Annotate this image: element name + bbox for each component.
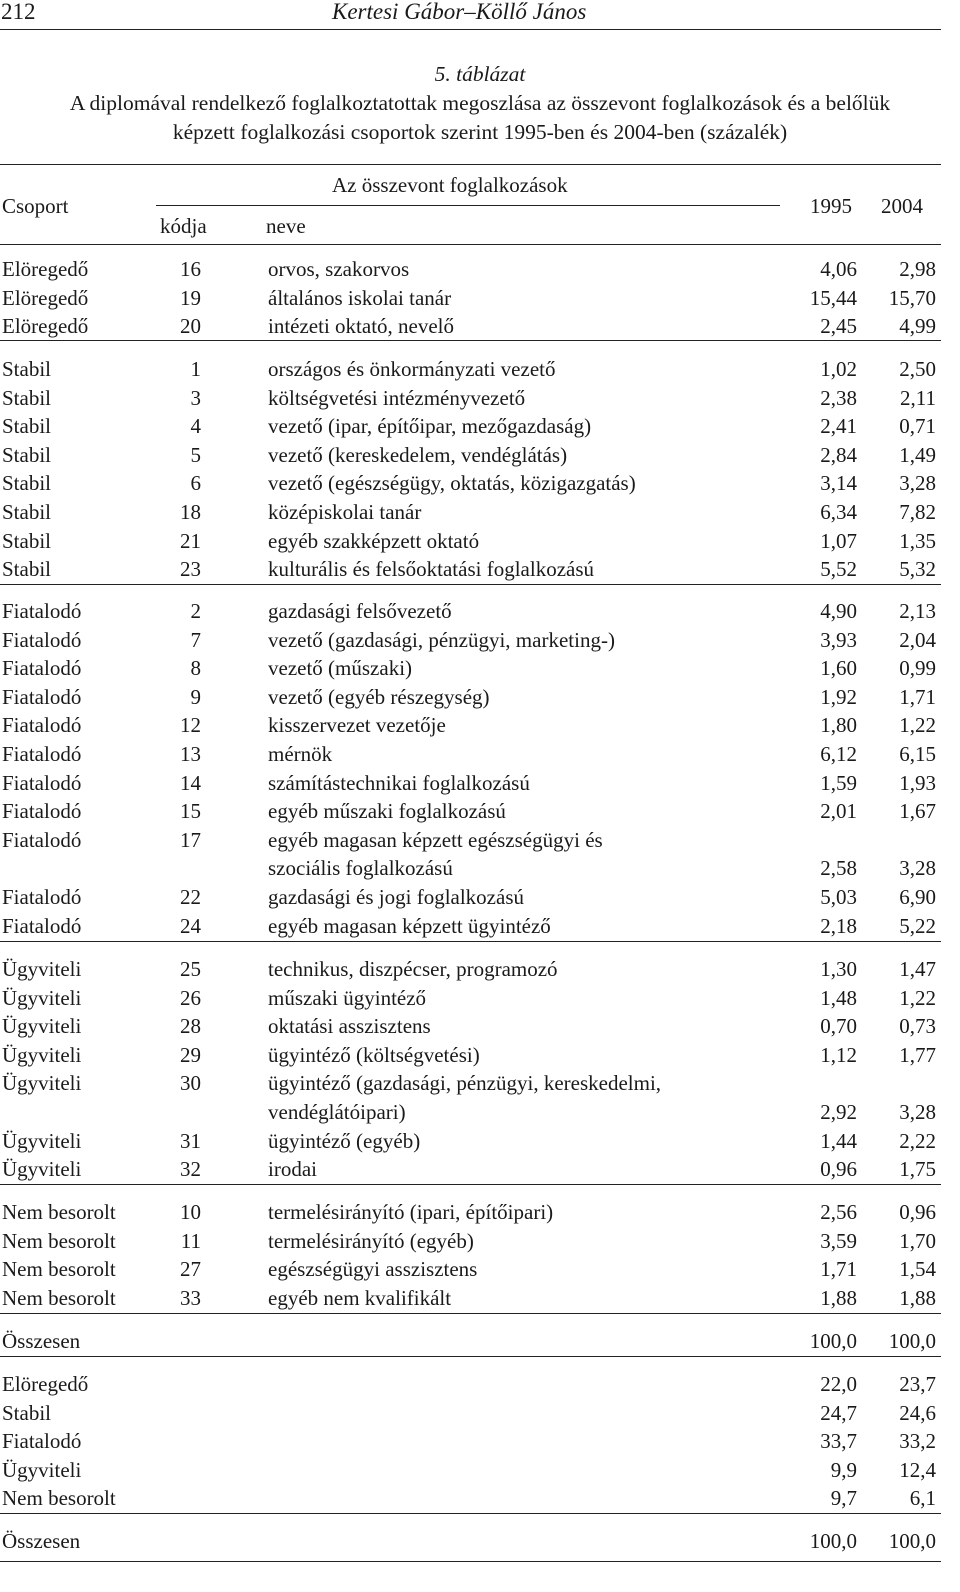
code-cell: 3	[190, 385, 201, 410]
code-cell: 23	[180, 557, 201, 582]
code-cell: 18	[180, 500, 201, 524]
group-cell: Ügyviteli	[2, 1042, 82, 1067]
value-1995-cell: 0,70	[820, 1014, 857, 1039]
table-row	[0, 1227, 960, 1255]
col-header-name: neve	[266, 214, 306, 238]
value-2004-cell: 3,28	[899, 856, 936, 881]
code-cell: 8	[190, 656, 201, 681]
table-row	[0, 1127, 960, 1155]
table-row	[0, 826, 960, 854]
name-cell: ügyintéző (költségvetési)	[268, 1042, 480, 1067]
table-row	[0, 883, 960, 911]
table-row	[0, 1041, 960, 1069]
name-cell-continued: vendéglátóipari)	[268, 1100, 406, 1124]
group-cell: Ügyviteli	[2, 1128, 82, 1153]
code-cell: 2	[190, 599, 201, 623]
name-cell: orvos, szakorvos	[268, 257, 410, 281]
name-cell: mérnök	[268, 742, 333, 766]
table-title-line-2: képzett foglalkozási csoportok szerint 1995-ben és 2004-ben (százalék)	[172, 120, 788, 144]
value-2004-cell: 33,2	[899, 1429, 936, 1454]
name-cell: számítástechnikai foglalkozású	[268, 770, 530, 795]
name-cell: vezető (gazdasági, pénzügyi, marketing-)	[268, 627, 615, 652]
table-row	[0, 441, 960, 469]
code-cell: 16	[180, 257, 201, 281]
table-row	[0, 740, 960, 768]
table-row	[0, 255, 960, 283]
group-cell: Stabil	[2, 528, 52, 553]
name-cell: ügyintéző (egyéb)	[268, 1128, 421, 1153]
value-2004-cell: 1,67	[899, 799, 936, 824]
section-rule	[0, 340, 941, 341]
group-cell: Fiatalodó	[2, 684, 82, 709]
group-cell: Stabil	[2, 500, 52, 524]
group-cell: Összesen	[2, 1529, 81, 1553]
name-cell: egyéb magasan képzett ügyintéző	[268, 913, 551, 938]
table-row	[0, 355, 960, 383]
value-2004-cell: 1,22	[899, 713, 936, 738]
table-row	[0, 527, 960, 555]
table-row	[0, 555, 960, 583]
value-2004-cell: 2,98	[899, 257, 936, 281]
value-2004-cell: 1,71	[899, 684, 936, 709]
name-cell: kulturális és felsőoktatási foglalkozású	[268, 557, 595, 582]
group-cell: Nem besorolt	[2, 1486, 116, 1511]
code-cell: 13	[180, 742, 201, 766]
value-2004-cell: 1,70	[899, 1228, 936, 1253]
value-1995-cell: 5,52	[820, 557, 857, 582]
value-2004-cell: 1,22	[899, 985, 936, 1010]
group-cell: Elöregedő	[2, 1372, 89, 1396]
name-cell: intézeti oktató, nevelő	[268, 314, 455, 339]
table-row	[0, 1370, 960, 1398]
table-row	[0, 984, 960, 1012]
value-2004-cell: 23,7	[899, 1372, 936, 1396]
section-rule	[0, 941, 941, 942]
value-1995-cell: 1,71	[820, 1257, 857, 1282]
code-cell: 26	[180, 985, 201, 1010]
name-cell: vezető (műszaki)	[268, 656, 413, 681]
code-cell: 30	[180, 1071, 201, 1096]
group-cell: Nem besorolt	[2, 1257, 116, 1282]
value-1995-cell: 1,60	[820, 656, 857, 681]
code-cell: 14	[180, 770, 201, 795]
col-header-code: kódja	[160, 214, 207, 238]
code-cell: 11	[180, 1228, 201, 1253]
value-2004-cell: 0,71	[899, 414, 936, 439]
value-1995-cell: 0,96	[820, 1157, 857, 1182]
section-rule	[0, 1184, 941, 1185]
table-row	[0, 1427, 960, 1455]
value-2004-cell: 3,28	[899, 471, 936, 496]
table-row	[0, 1284, 960, 1312]
group-cell: Fiatalodó	[2, 770, 82, 795]
value-2004-cell: 2,11	[900, 385, 936, 410]
table-row	[0, 1155, 960, 1183]
name-cell: országos és önkormányzati vezető	[268, 357, 556, 381]
name-cell: oktatási asszisztens	[268, 1014, 431, 1039]
value-1995-cell: 5,03	[820, 885, 857, 909]
value-2004-cell: 2,50	[899, 357, 936, 381]
value-1995-cell: 2,01	[820, 799, 857, 824]
table-row	[0, 797, 960, 825]
code-cell: 10	[180, 1200, 201, 1224]
col-header-2004: 2004	[881, 194, 923, 218]
group-cell: Fiatalodó	[2, 713, 82, 738]
name-cell: vezető (kereskedelem, vendéglátás)	[268, 442, 568, 467]
value-1995-cell: 100,0	[809, 1529, 857, 1553]
value-2004-cell: 2,22	[899, 1128, 936, 1153]
table-row	[0, 284, 960, 312]
value-1995-cell: 4,90	[820, 599, 857, 623]
value-1995-cell: 3,93	[820, 627, 857, 652]
code-cell: 5	[190, 442, 201, 467]
value-1995-cell: 2,58	[820, 856, 857, 881]
table-row	[0, 1069, 960, 1097]
code-cell: 6	[190, 471, 201, 496]
col-header-occupations: Az összevont foglalkozások	[332, 173, 568, 197]
name-cell: ügyintéző (gazdasági, pénzügyi, kereskedelmi,	[268, 1071, 662, 1096]
col-header-group: Csoport	[2, 194, 69, 218]
name-cell: egyéb magasan képzett egészségügyi és	[268, 827, 603, 852]
value-1995-cell: 9,7	[830, 1486, 857, 1511]
table-row	[0, 1484, 960, 1512]
value-1995-cell: 1,59	[820, 770, 857, 795]
value-1995-cell: 15,44	[809, 285, 857, 310]
code-cell: 1	[190, 357, 201, 381]
name-cell: középiskolai tanár	[268, 500, 422, 524]
value-2004-cell: 4,99	[899, 314, 936, 339]
value-1995-cell: 1,12	[820, 1042, 857, 1067]
table-row	[0, 955, 960, 983]
name-cell: egyéb nem kvalifikált	[268, 1285, 452, 1310]
group-cell: Fiatalodó	[2, 599, 82, 623]
value-1995-cell: 1,92	[820, 684, 857, 709]
group-cell: Fiatalodó	[2, 1429, 82, 1454]
group-cell: Stabil	[2, 557, 52, 582]
value-1995-cell: 1,30	[820, 957, 857, 981]
value-1995-cell: 2,56	[820, 1200, 857, 1224]
value-2004-cell: 2,13	[899, 599, 936, 623]
value-1995-cell: 2,45	[820, 314, 857, 339]
name-cell: gazdasági felsővezető	[268, 599, 452, 623]
name-cell: általános iskolai tanár	[268, 285, 452, 310]
code-cell: 21	[180, 528, 201, 553]
group-cell: Ügyviteli	[2, 1071, 82, 1096]
group-cell: Nem besorolt	[2, 1200, 116, 1224]
group-cell: Fiatalodó	[2, 799, 82, 824]
group-cell: Fiatalodó	[2, 885, 82, 909]
table-row-continuation	[0, 854, 960, 882]
table-row	[0, 711, 960, 739]
value-1995-cell: 2,84	[820, 442, 857, 467]
value-2004-cell: 1,88	[899, 1285, 936, 1310]
code-cell: 33	[180, 1285, 201, 1310]
group-cell: Ügyviteli	[2, 957, 82, 981]
group-cell: Ügyviteli	[2, 1014, 82, 1039]
value-2004-cell: 1,77	[899, 1042, 936, 1067]
table-row	[0, 769, 960, 797]
code-cell: 17	[180, 827, 201, 852]
code-cell: 31	[180, 1128, 201, 1153]
code-cell: 12	[180, 713, 201, 738]
code-cell: 4	[190, 414, 201, 439]
group-cell: Stabil	[2, 442, 52, 467]
value-2004-cell: 15,70	[888, 285, 936, 310]
name-cell: vezető (ipar, építőipar, mezőgazdaság)	[268, 414, 592, 439]
table-row	[0, 1327, 960, 1355]
value-2004-cell: 0,99	[899, 656, 936, 681]
value-1995-cell: 1,48	[820, 985, 857, 1010]
table-row-continuation	[0, 1098, 960, 1126]
code-cell: 15	[180, 799, 201, 824]
code-cell: 19	[180, 285, 201, 310]
code-cell: 9	[190, 684, 201, 709]
code-cell: 32	[180, 1157, 201, 1182]
group-cell: Összesen	[2, 1329, 81, 1353]
col-header-1995: 1995	[810, 194, 852, 218]
value-1995-cell: 3,14	[820, 471, 857, 496]
value-1995-cell: 2,18	[820, 913, 857, 938]
value-1995-cell: 1,44	[820, 1128, 857, 1153]
name-cell: egészségügyi asszisztens	[268, 1257, 478, 1282]
name-cell: termelésirányító (ipari, építőipari)	[268, 1200, 554, 1224]
name-cell: műszaki ügyintéző	[268, 985, 427, 1010]
value-1995-cell: 33,7	[820, 1429, 857, 1454]
group-cell: Elöregedő	[2, 257, 89, 281]
table-row	[0, 654, 960, 682]
value-2004-cell: 1,75	[899, 1157, 936, 1182]
section-rule	[0, 584, 941, 585]
value-2004-cell: 24,6	[899, 1400, 936, 1425]
value-1995-cell: 24,7	[820, 1400, 857, 1425]
section-rule	[0, 1313, 941, 1314]
value-2004-cell: 1,49	[899, 442, 936, 467]
value-1995-cell: 1,88	[820, 1285, 857, 1310]
value-2004-cell: 0,96	[899, 1200, 936, 1224]
value-1995-cell: 3,59	[820, 1228, 857, 1253]
value-2004-cell: 1,93	[899, 770, 936, 795]
value-2004-cell: 6,90	[899, 885, 936, 909]
name-cell: irodai	[268, 1157, 317, 1182]
value-1995-cell: 2,92	[820, 1100, 857, 1124]
group-cell: Fiatalodó	[2, 827, 82, 852]
name-cell: egyéb műszaki foglalkozású	[268, 799, 506, 824]
value-2004-cell: 1,54	[899, 1257, 936, 1282]
table-row	[0, 1456, 960, 1484]
value-2004-cell: 0,73	[899, 1014, 936, 1039]
name-cell-continued: szociális foglalkozású	[268, 856, 453, 881]
group-cell: Fiatalodó	[2, 913, 82, 938]
value-2004-cell: 100,0	[888, 1329, 936, 1353]
group-cell: Nem besorolt	[2, 1228, 116, 1253]
group-cell: Stabil	[2, 385, 52, 410]
table-row	[0, 1198, 960, 1226]
group-cell: Ügyviteli	[2, 1157, 82, 1182]
page-number: 212	[1, 0, 36, 24]
value-2004-cell: 5,32	[899, 557, 936, 582]
group-cell: Elöregedő	[2, 285, 89, 310]
table-row	[0, 1399, 960, 1427]
group-cell: Fiatalodó	[2, 742, 82, 766]
value-2004-cell: 100,0	[888, 1529, 936, 1553]
value-1995-cell: 1,80	[820, 713, 857, 738]
group-cell: Stabil	[2, 1400, 52, 1425]
code-cell: 27	[180, 1257, 201, 1282]
value-1995-cell: 6,12	[820, 742, 857, 766]
value-1995-cell: 4,06	[820, 257, 857, 281]
value-2004-cell: 6,1	[909, 1486, 936, 1511]
group-cell: Fiatalodó	[2, 627, 82, 652]
table-title-line-1: A diplomával rendelkező foglalkoztatottak megoszlása az összevont foglalkozások és a belőlük	[69, 91, 891, 115]
value-2004-cell: 12,4	[899, 1457, 936, 1482]
code-cell: 29	[180, 1042, 201, 1067]
code-cell: 20	[180, 314, 201, 339]
value-1995-cell: 6,34	[820, 500, 857, 524]
value-2004-cell: 7,82	[899, 500, 936, 524]
name-cell: költségvetési intézményvezető	[268, 385, 526, 410]
table-row	[0, 912, 960, 940]
table-row	[0, 626, 960, 654]
group-cell: Elöregedő	[2, 314, 89, 339]
group-cell: Ügyviteli	[2, 1457, 82, 1482]
value-1995-cell: 2,38	[820, 385, 857, 410]
name-cell: gazdasági és jogi foglalkozású	[268, 885, 524, 909]
group-cell: Stabil	[2, 471, 52, 496]
value-2004-cell: 2,04	[899, 627, 936, 652]
value-2004-cell: 1,47	[899, 957, 936, 981]
name-cell: vezető (egészségügy, oktatás, közigazgatás)	[268, 471, 636, 496]
table-row	[0, 384, 960, 412]
code-cell: 22	[180, 885, 201, 909]
table-row	[0, 1527, 960, 1555]
code-cell: 25	[180, 957, 201, 981]
value-1995-cell: 9,9	[830, 1457, 857, 1482]
name-cell: kisszervezet vezetője	[268, 713, 446, 738]
value-2004-cell: 6,15	[899, 742, 936, 766]
code-cell: 24	[180, 913, 201, 938]
group-cell: Stabil	[2, 414, 52, 439]
value-1995-cell: 100,0	[809, 1329, 857, 1353]
value-2004-cell: 5,22	[899, 913, 936, 938]
table-row	[0, 498, 960, 526]
value-1995-cell: 2,41	[820, 414, 857, 439]
value-1995-cell: 1,02	[820, 357, 857, 381]
section-rule	[0, 1513, 941, 1514]
code-cell: 7	[190, 627, 201, 652]
table-row	[0, 412, 960, 440]
name-cell: technikus, diszpécser, programozó	[268, 957, 558, 981]
table-label: 5. táblázat	[434, 62, 526, 86]
group-cell: Fiatalodó	[2, 656, 82, 681]
value-1995-cell: 1,07	[820, 528, 857, 553]
name-cell: egyéb szakképzett oktató	[268, 528, 480, 553]
name-cell: vezető (egyéb részegység)	[268, 684, 490, 709]
table-row	[0, 469, 960, 497]
value-2004-cell: 1,35	[899, 528, 936, 553]
value-1995-cell: 22,0	[820, 1372, 857, 1396]
name-cell: termelésirányító (egyéb)	[268, 1228, 474, 1253]
running-head-authors: Kertesi Gábor–Köllő János	[332, 0, 587, 24]
group-cell: Nem besorolt	[2, 1285, 116, 1310]
table-row	[0, 1255, 960, 1283]
value-2004-cell: 3,28	[899, 1100, 936, 1124]
table-row	[0, 1012, 960, 1040]
group-cell: Stabil	[2, 357, 52, 381]
group-cell: Ügyviteli	[2, 985, 82, 1010]
table-row	[0, 597, 960, 625]
section-rule	[0, 1356, 941, 1357]
table-row	[0, 312, 960, 340]
section-rule	[0, 1561, 941, 1562]
table-row	[0, 683, 960, 711]
code-cell: 28	[180, 1014, 201, 1039]
